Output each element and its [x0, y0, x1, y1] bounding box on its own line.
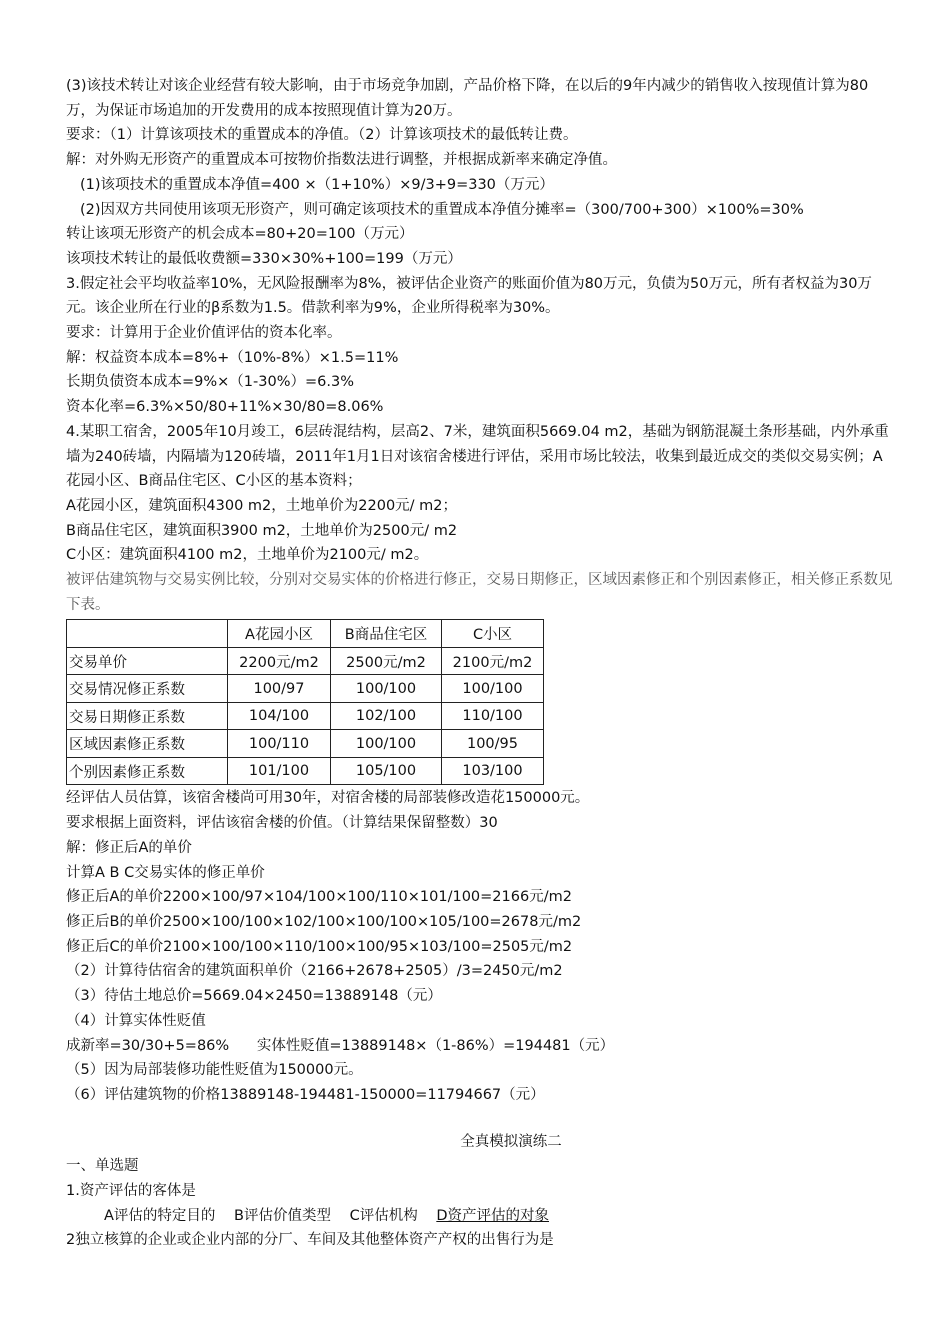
- correction-table: [66, 619, 544, 785]
- mcq-2-question: 2独立核算的企业或企业内部的分厂、车间及其他整体资产产权的出售行为是: [66, 1232, 554, 1249]
- table-header-cell: [67, 620, 228, 648]
- calc-depreciation: 成新率=30/30+5=86% 实体性贬值=13889148×（1-86%）=194481（元）: [66, 1037, 615, 1054]
- remaining-life-line: 经评估人员估算，该宿舍楼尚可用30年，对宿舍楼的局部装修改造花150000元。: [66, 790, 590, 807]
- section-title: 全真模拟演练二: [460, 1133, 562, 1150]
- q3-equity-cost: 解：权益资本成本=8%+（10%-8%）×1.5=11%: [66, 349, 399, 366]
- table-cell: 100/97: [228, 675, 331, 703]
- table-cell: 110/100: [442, 702, 544, 730]
- requirement-line: 要求：（1）计算该项技术的重置成本的净值。（2）计算该项技术的最低转让费。: [66, 127, 578, 144]
- opportunity-cost-line: 转让该项无形资产的机会成本=80+20=100（万元）: [66, 226, 414, 243]
- table-cell: 个别因素修正系数: [67, 757, 228, 785]
- calc-heading: 计算A B C交易实体的修正单价: [66, 864, 265, 881]
- table-cell: 100/110: [228, 730, 331, 758]
- table-header-cell: A花园小区: [228, 620, 331, 648]
- mcq-1-question: 1.资产评估的客体是: [66, 1183, 196, 1200]
- mcq-1-option-b: B评估价值类型: [234, 1207, 331, 1224]
- q4-requirement: 要求根据上面资料，评估该宿舍楼的价值。（计算结果保留整数）30: [66, 815, 498, 832]
- table-cell: 105/100: [331, 757, 442, 785]
- mcq-1-option-c: C评估机构: [349, 1207, 418, 1224]
- table-cell: 2200元/m2: [228, 647, 331, 675]
- q4-comparison-note: 被评估建筑物与交易实例比较，分别对交易实体的价格进行修正，交易日期修正，区域因素修正和个别因素修正，相关修正系数见下表。: [66, 572, 893, 613]
- table-row: [67, 757, 544, 785]
- table-cell: 交易单价: [67, 647, 228, 675]
- table-cell: 104/100: [228, 702, 331, 730]
- q4-solution-line: 解：修正后A的单价: [66, 839, 192, 856]
- calc-c: 修正后C的单价2100×100/100×110/100×100/95×103/100=2505元/m2: [66, 938, 573, 955]
- q3-debt-cost: 长期负债资本成本=9%×（1-30%）=6.3%: [66, 374, 354, 391]
- mcq-1-options: [66, 1204, 896, 1229]
- q3-cap-rate: 资本化率=6.3%×50/80+11%×30/80=8.06%: [66, 399, 384, 416]
- calc-a: 修正后A的单价2200×100/97×104/100×100/110×101/100=2166元/m2: [66, 889, 572, 906]
- calc-step-6: （6）评估建筑物的价格13889148-194481-150000=11794667（元）: [66, 1086, 545, 1103]
- q4-site-b: B商品住宅区，建筑面积3900 m2，土地单价为2500元/ m2: [66, 522, 458, 539]
- table-cell: 区域因素修正系数: [67, 730, 228, 758]
- table-cell: 103/100: [442, 757, 544, 785]
- table-row: [67, 675, 544, 703]
- solution-step-1: (1)该项技术的重置成本净值=400 ×（1+10%）×9/3+9=330（万元）: [80, 176, 554, 193]
- table-row: [67, 647, 544, 675]
- mcq-1-option-a: A评估的特定目的: [104, 1207, 216, 1224]
- solution-line: 解：对外购无形资产的重置成本可按物价指数法进行调整，并根据成新率来确定净值。: [66, 152, 617, 169]
- table-cell: 100/100: [331, 730, 442, 758]
- table-cell: 交易情况修正系数: [67, 675, 228, 703]
- min-fee-line: 该项技术转让的最低收费额=330×30%+100=199（万元）: [66, 250, 462, 267]
- table-cell: 101/100: [228, 757, 331, 785]
- table-header-row: [67, 620, 544, 648]
- q4-site-c: C小区：建筑面积4100 m2，土地单价为2100元/ m2。: [66, 547, 429, 564]
- table-cell: 100/100: [331, 675, 442, 703]
- paragraph-intro: (3)该技术转让对该企业经营有较大影响，由于市场竞争加剧，产品价格下降，在以后的9年内减少的销售收入按现值计算为80万，为保证市场追加的开发费用的成本按照现值计算为20万。: [66, 78, 869, 119]
- calc-step-4: （4）计算实体性贬值: [66, 1012, 206, 1029]
- table-cell: 2100元/m2: [442, 647, 544, 675]
- table-row: [67, 702, 544, 730]
- table-cell: 2500元/m2: [331, 647, 442, 675]
- table-header-cell: B商品住宅区: [331, 620, 442, 648]
- calc-step-3: （3）待估土地总价=5669.04×2450=13889148（元）: [66, 988, 442, 1005]
- table-cell: 交易日期修正系数: [67, 702, 228, 730]
- table-row: [67, 730, 544, 758]
- table-header-cell: C小区: [442, 620, 544, 648]
- table-cell: 100/95: [442, 730, 544, 758]
- table-cell: 102/100: [331, 702, 442, 730]
- question-4: 4.某职工宿舍，2005年10月竣工，6层砖混结构，层高2、7米，建筑面积5669.04 m2，基础为钢筋混凝土条形基础，内外承重墙为240砖墙，内隔墙为120砖墙，2011年1月1日对该宿舍楼进行评估，采用市场比较法，收集到最近成交的类似交易实例；A花园小区、B商品住宅区、C小区的基本资料；: [66, 423, 889, 490]
- solution-step-2: (2)因双方共同使用该项无形资产，则可确定该项技术的重置成本净值分摊率=（300/700+300）×100%=30%: [80, 201, 804, 218]
- calc-step-2: （2）计算待估宿舍的建筑面积单价（2166+2678+2505）/3=2450元/m2: [66, 963, 563, 980]
- document-page: [66, 74, 896, 1253]
- table-cell: 100/100: [442, 675, 544, 703]
- question-3: 3.假定社会平均收益率10%，无风险报酬率为8%，被评估企业资产的账面价值为80万元，负债为50万元，所有者权益为30万元。该企业所在行业的β系数为1.5。借款利率为9%，企业所得税率为30%。: [66, 275, 872, 317]
- mcq-1-option-d-answer: D资产评估的对象: [436, 1207, 549, 1224]
- q4-site-a: A花园小区，建筑面积4300 m2，土地单价为2200元/ m2；: [66, 497, 458, 514]
- section-subtitle: 一、单选题: [66, 1158, 139, 1175]
- q3-requirement: 要求：计算用于企业价值评估的资本化率。: [66, 325, 342, 342]
- calc-step-5: （5）因为局部装修功能性贬值为150000元。: [66, 1062, 363, 1079]
- calc-b: 修正后B的单价2500×100/100×102/100×100/100×105/100=2678元/m2: [66, 913, 582, 930]
